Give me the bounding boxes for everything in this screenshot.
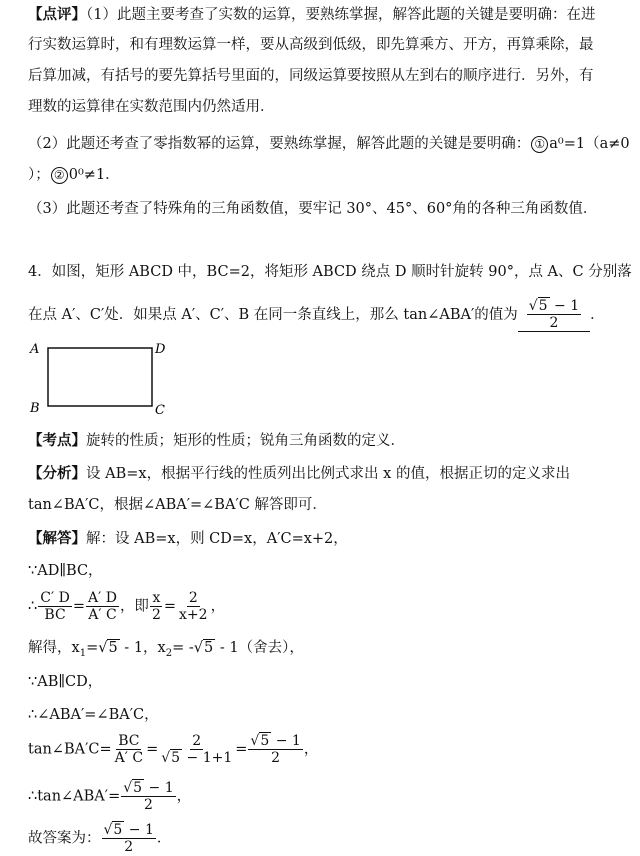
- fraction-2-x2: [177, 590, 210, 623]
- answer-numerator-tail: − 1: [549, 298, 580, 314]
- kaodian-text: 旋转的性质；矩形的性质；锐角三角函数的定义．: [86, 433, 405, 449]
- fraction-cd-bc: [38, 590, 72, 623]
- result-radicand: 5: [260, 733, 270, 749]
- x2-tail: - 1（舍去），: [215, 640, 304, 656]
- equals-sign: =: [72, 598, 85, 615]
- review-line-2: 行实数运算时，和有理数运算一样，要从高级到低级，即先算乘方、开方，再算乘除，最: [28, 37, 594, 53]
- zero-zero-rule: 0⁰≠1．: [68, 167, 120, 183]
- x1-radicand: 5: [108, 640, 118, 656]
- comma-2: ，: [303, 741, 319, 758]
- question-4-period: ．: [590, 307, 605, 323]
- namely-text: ，即: [119, 598, 149, 615]
- review-line-7: （3）此题还考查了特殊角的三角函数值，要牢记 30°、45°、60°角的各种三角函数值．: [28, 201, 598, 217]
- vertex-label-c: C: [155, 403, 165, 418]
- review-tag: 【点评】: [28, 6, 86, 23]
- result-denominator: 2: [271, 750, 281, 766]
- jieda-line-2: ∵AD∥BC，: [28, 563, 103, 579]
- rectangle-abcd-figure: [28, 340, 178, 418]
- fraction-result: $\frac{√5 - 1}{2}$: [250, 733, 301, 766]
- solution-line: 解得，$x_1=√5 - 1$，$x_2= -√5 - 1$（舍去），: [28, 640, 304, 659]
- rectangle-abcd: [48, 348, 152, 406]
- solve-prefix: 解得，x: [28, 640, 80, 656]
- circled-one: ①: [531, 136, 548, 153]
- x2-prefix: = -: [172, 640, 194, 656]
- final-answer-prefix: 故答案为：: [28, 830, 101, 847]
- proportion-line: [28, 590, 630, 623]
- comma: ，: [210, 598, 226, 615]
- jieda-line-5: ∵AB∥CD，: [28, 674, 103, 690]
- question-4-text-2: 在点 A′、C′处．如果点 A′、C′、B 在同一条直线上，那么 tan∠ABA′的值为: [28, 307, 518, 323]
- question-4-line-2: [28, 298, 630, 332]
- result2-radicand: 5: [133, 780, 143, 796]
- fraction-cd-bc-numerator: C′ D: [40, 590, 70, 606]
- fenxi-line-2: tan∠BA′C，根据∠ABA′=∠BA′C 解答即可．: [28, 497, 327, 513]
- question-4-line-1: 4．如图，矩形 ABCD 中，BC=2，将矩形 ABCD 绕点 D 顺时针旋转 90°，点 A、C 分别落: [28, 264, 632, 280]
- final-denominator: 2: [124, 839, 134, 855]
- result2-denominator: 2: [143, 797, 153, 813]
- denominator-radicand: 5: [171, 750, 181, 766]
- final-tail: − 1: [124, 822, 154, 838]
- review-text-5: （2）此题还考查了零指数幂的运算，要熟练掌握，解答此题的关键是要明确：: [28, 136, 531, 152]
- answer-radicand: 5: [538, 298, 548, 314]
- vertex-label-b: B: [30, 401, 40, 416]
- fraction-final: $\frac{√5 - 1}{2}$: [103, 822, 154, 855]
- fraction-2-over-sqrt-numerator: 2: [192, 733, 202, 749]
- kaodian-line: [28, 428, 630, 454]
- fraction-bc-ac: [113, 733, 145, 766]
- fenxi-tag: 【分析】: [28, 465, 86, 482]
- review-line-5: [28, 132, 630, 157]
- fraction-2-x2-numerator: 2: [188, 590, 198, 606]
- final-answer-line: [28, 822, 630, 855]
- jieda-tag: 【解答】: [28, 530, 86, 547]
- review-line-1: [28, 2, 630, 28]
- fraction-x-2: [150, 590, 163, 623]
- fraction-2-x2-denominator: x+2: [179, 607, 208, 623]
- answer-denominator: 2: [549, 315, 559, 331]
- x2-radicand: 5: [204, 640, 214, 656]
- tan-prefix: tan∠BA′C=: [28, 741, 112, 758]
- subscript-1: 1: [79, 647, 87, 659]
- equals-sign-3: =: [146, 741, 159, 758]
- denominator-tail: − 1+1: [182, 750, 233, 766]
- review-line-3: 后算加减，有括号的要先算括号里面的，同级运算要按照从左到右的顺序进行．另外，有: [28, 68, 594, 84]
- answer-blank: [518, 298, 590, 332]
- jieda-text-1: 解：设 AB=x，则 CD=x，A′C=x+2，: [86, 531, 348, 547]
- fraction-ad-ac-numerator: A′ D: [87, 590, 117, 606]
- fraction-2-over-sqrt: $\frac{2}{√5 - 1+1}$: [161, 733, 233, 766]
- answer-fraction: $\frac{√5 - 1}{2}$: [528, 298, 580, 331]
- fraction-ad-ac-denominator: A′ C: [88, 607, 117, 623]
- comma-3: ，: [176, 788, 192, 805]
- subscript-2: 2: [165, 647, 173, 659]
- review-line-6: [28, 163, 630, 188]
- equals-sign-4: =: [235, 741, 248, 758]
- kaodian-tag: 【考点】: [28, 432, 86, 449]
- vertex-label-d: D: [155, 342, 166, 357]
- fraction-x-2-numerator: x: [152, 590, 161, 606]
- fraction-x-2-denominator: 2: [151, 607, 161, 623]
- solve-equals: =: [86, 640, 99, 656]
- fraction-bc-ac-denominator: A′ C: [114, 750, 144, 766]
- final-radicand: 5: [113, 822, 123, 838]
- x1-tail: - 1，x: [119, 640, 166, 656]
- fenxi-line-1: [28, 461, 630, 487]
- tan-aba-line: [28, 780, 630, 813]
- circled-two: ②: [51, 167, 68, 184]
- fenxi-text-1: 设 AB=x，根据平行线的性质列出比例式求出 x 的值，根据正切的定义求出: [86, 466, 570, 482]
- review-line-4: 理数的运算律在实数范围内仍然适用．: [28, 99, 275, 115]
- review-text-6: ）；: [28, 167, 50, 183]
- jieda-line-1: [28, 526, 630, 552]
- fraction-bc-ac-numerator: BC: [118, 733, 140, 749]
- fraction-cd-bc-denominator: BC: [44, 607, 66, 623]
- result2-tail: − 1: [144, 780, 174, 796]
- tan-computation-line: [28, 733, 630, 766]
- jieda-line-6: ∴∠ABA′=∠BA′C，: [28, 707, 159, 723]
- result-tail: − 1: [271, 733, 301, 749]
- equals-sign-2: =: [163, 598, 177, 615]
- fraction-result-2: $\frac{√5 - 1}{2}$: [123, 780, 174, 813]
- therefore-symbol: ∴: [28, 598, 38, 615]
- final-period: ．: [156, 830, 172, 847]
- review-text-1: （1）此题主要考查了实数的运算，要熟练掌握，解答此题的关键是要明确：在进: [86, 7, 596, 23]
- vertex-label-a: A: [30, 342, 40, 357]
- zero-power-rule: a⁰=1（a≠0: [549, 136, 630, 152]
- fraction-ad-ac: [86, 590, 119, 623]
- tan-aba-prefix: ∴tan∠ABA′=: [28, 788, 121, 805]
